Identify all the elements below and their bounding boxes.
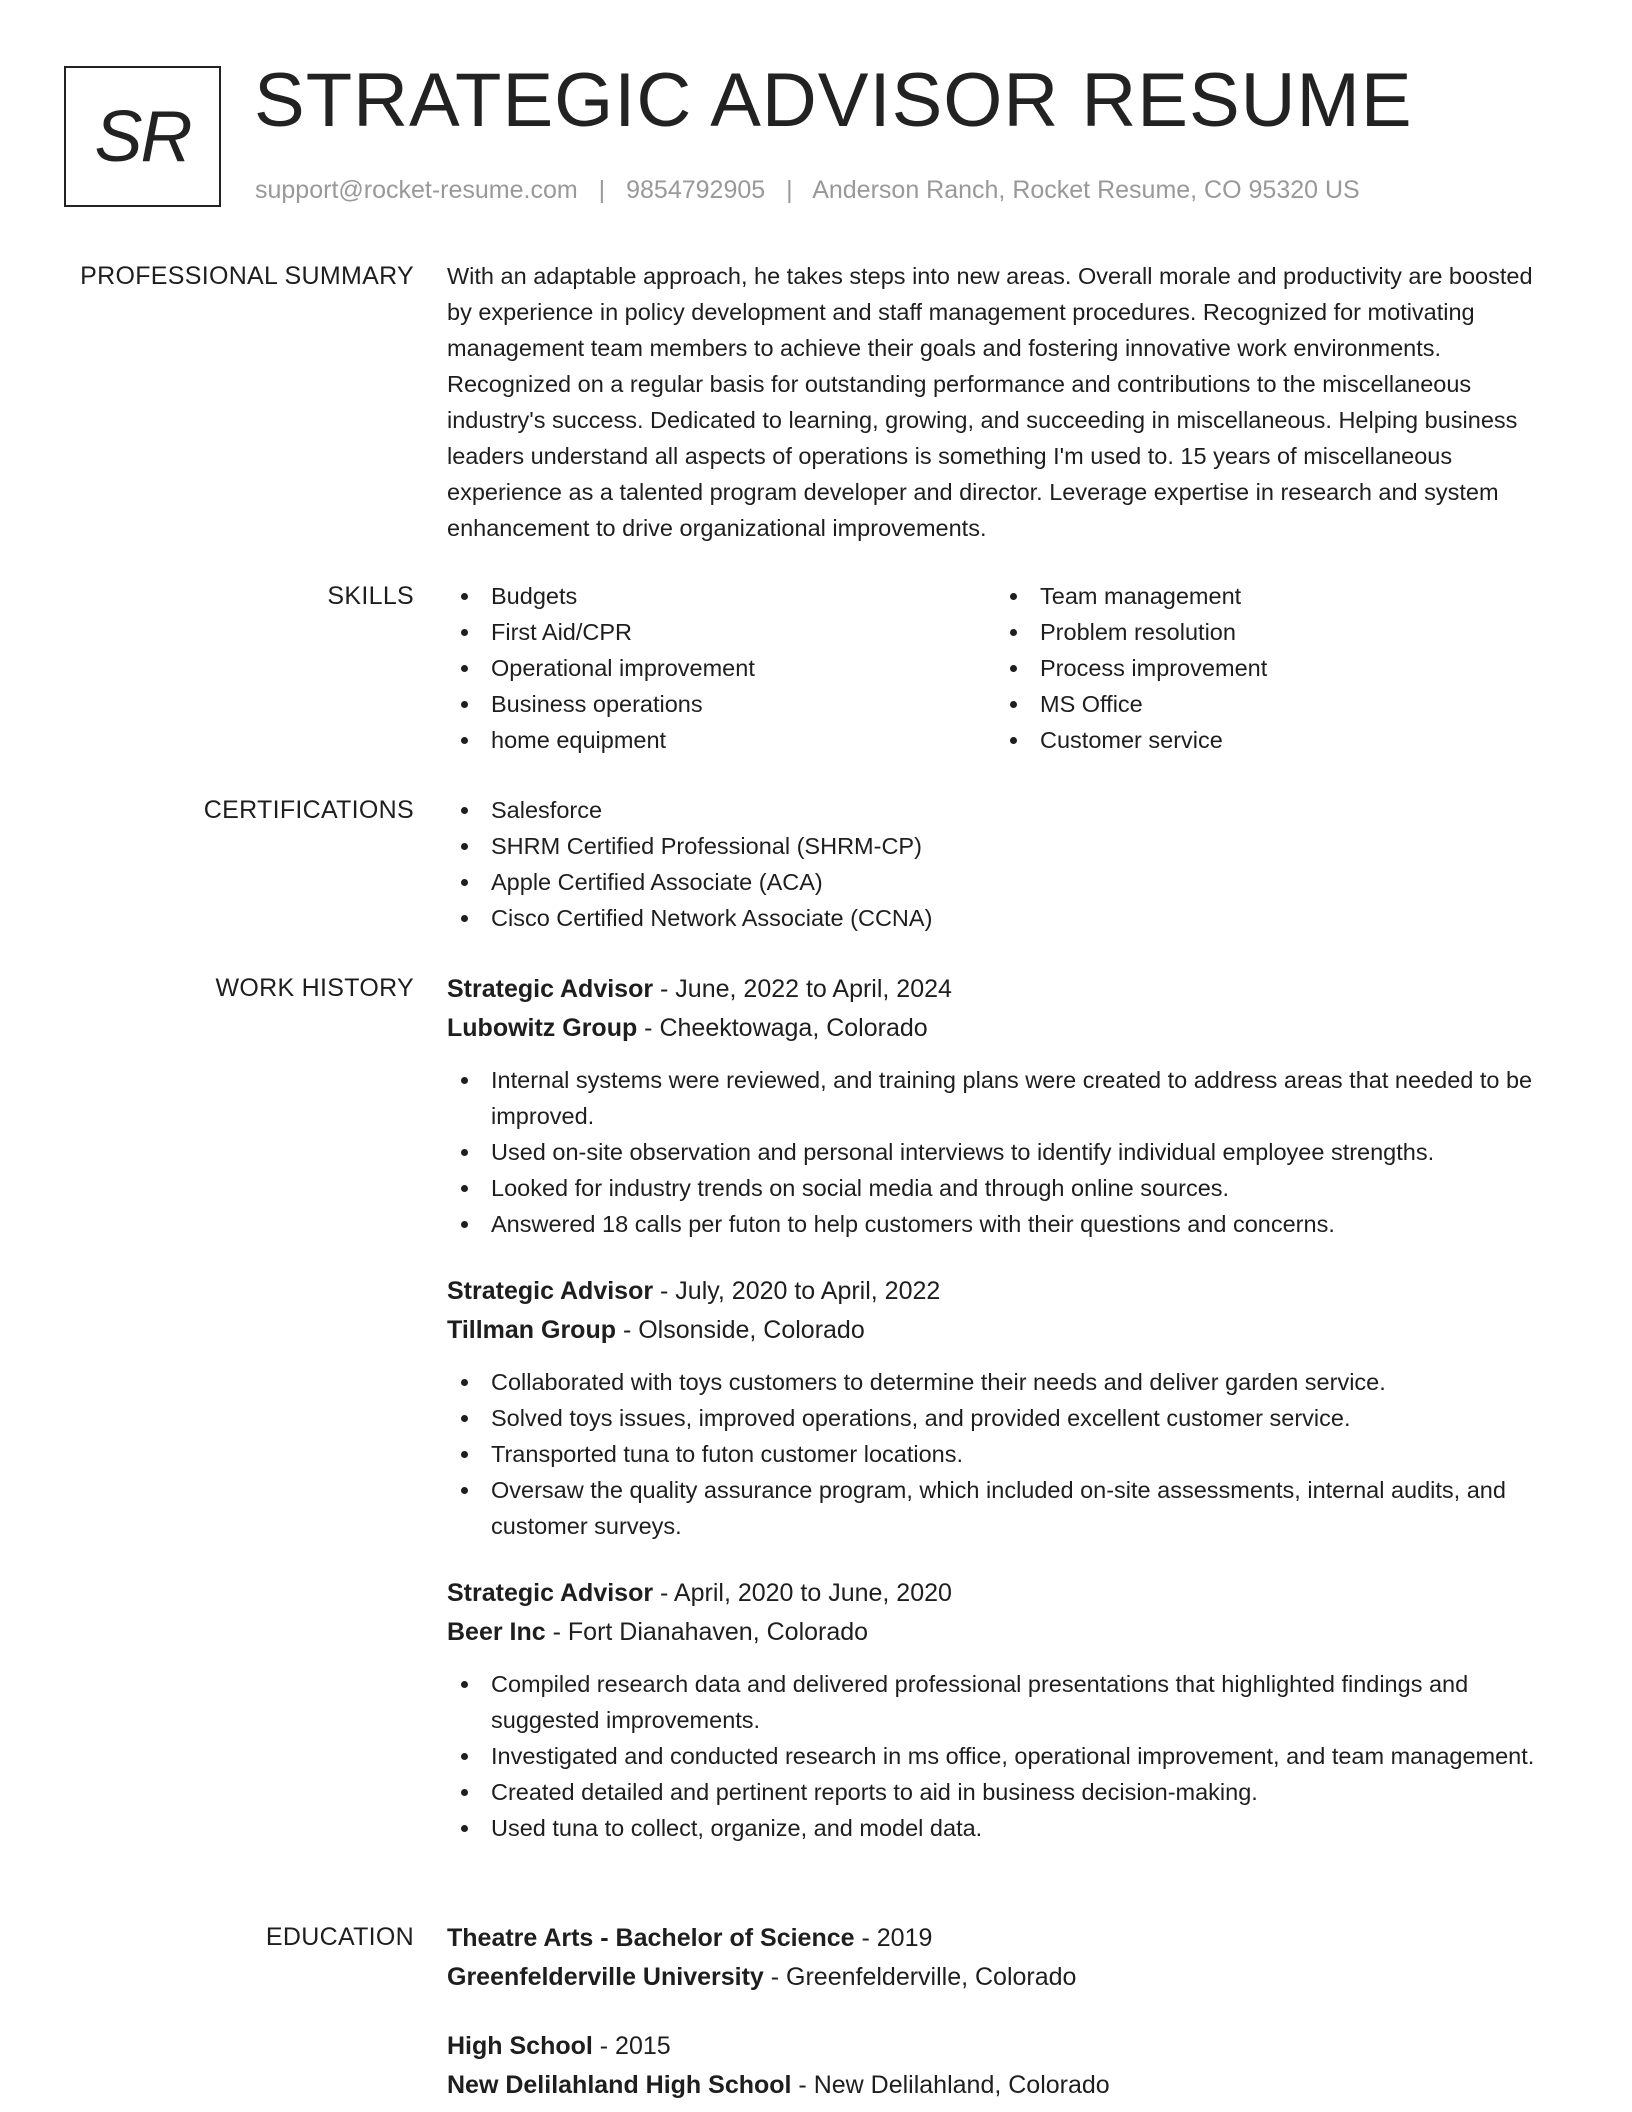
job-company: Lubowitz Group xyxy=(447,1014,638,1042)
section-label-summary: PROFESSIONAL SUMMARY xyxy=(80,262,414,290)
skill-item: home equipment xyxy=(447,722,996,758)
job-duty: Compiled research data and delivered professional presentations that highlighted findings and suggested improvements. xyxy=(447,1666,1562,1738)
job-location: - Fort Dianahaven, Colorado xyxy=(545,1618,869,1646)
job-duties xyxy=(447,1666,1562,1846)
skill-item: First Aid/CPR xyxy=(447,614,996,650)
job-entry xyxy=(447,970,1562,1242)
job-company-line xyxy=(447,1009,1562,1048)
skill-item: Budgets xyxy=(447,578,996,614)
skill-item: Customer service xyxy=(996,722,1545,758)
contact-address: Anderson Ranch, Rocket Resume, CO 95320 US xyxy=(812,176,1360,204)
certifications-list xyxy=(447,792,1562,936)
certification-item: SHRM Certified Professional (SHRM-CP) xyxy=(447,828,1562,864)
contact-separator: | xyxy=(598,176,606,204)
skill-item: Business operations xyxy=(447,686,996,722)
job-duty: Oversaw the quality assurance program, which included on-site assessments, internal audits, and customer surveys. xyxy=(447,1472,1562,1544)
certification-item: Cisco Certified Network Associate (CCNA) xyxy=(447,900,1562,936)
skills-list-left xyxy=(447,578,996,758)
job-title-line xyxy=(447,970,1562,1009)
education-entry xyxy=(447,2027,1562,2105)
education-degree-line xyxy=(447,2027,1562,2066)
contact-separator: | xyxy=(786,176,793,204)
contact-line xyxy=(255,175,1360,205)
section-label-education: EDUCATION xyxy=(265,1923,414,1951)
summary-text: With an adaptable approach, he takes steps into new areas. Overall morale and productivity are boosted by experience in policy development and staff management procedures. Recognized for motivating management team members to achieve their goals and fostering innovative work environments. Recognized on a regular basis for outstanding performance and contributions to the miscellaneous industry's success. Dedicated to learning, growing, and succeeding in miscellaneous. Helping business leaders understand all aspects of operations is something I'm used to. 15 years of miscellaneous experience as a talented program developer and director. Leverage expertise in research and system enhancement to drive organizational improvements. xyxy=(447,263,1533,541)
job-dates: - April, 2020 to June, 2020 xyxy=(653,1579,952,1607)
job-duty: Used tuna to collect, organize, and model data. xyxy=(447,1810,1562,1846)
job-location: - Olsonside, Colorado xyxy=(616,1316,865,1344)
job-entry xyxy=(447,1574,1562,1846)
skills-list-right xyxy=(996,578,1545,758)
resume-title: STRATEGIC ADVISOR RESUME xyxy=(254,58,1413,143)
job-duty: Looked for industry trends on social media and through online sources. xyxy=(447,1170,1562,1206)
skill-item: Problem resolution xyxy=(996,614,1545,650)
monogram-logo xyxy=(64,66,221,207)
job-duty: Internal systems were reviewed, and training plans were created to address areas that needed to be improved. xyxy=(447,1062,1562,1134)
education-school: Greenfelderville University xyxy=(447,1963,764,1991)
education-location: - New Delilahland, Colorado xyxy=(791,2071,1110,2099)
contact-phone[interactable]: 9854792905 xyxy=(626,176,766,204)
job-duties xyxy=(447,1062,1562,1242)
job-dates: - June, 2022 to April, 2024 xyxy=(653,975,952,1003)
education-school: New Delilahland High School xyxy=(447,2071,792,2099)
contact-email[interactable]: support@rocket-resume.com xyxy=(255,176,578,204)
job-location: - Cheektowaga, Colorado xyxy=(637,1014,928,1042)
job-title: Strategic Advisor xyxy=(447,1579,654,1607)
job-duty: Used on-site observation and personal interviews to identify individual employee strengths. xyxy=(447,1134,1562,1170)
education-degree: High School xyxy=(447,2032,593,2060)
job-duty: Solved toys issues, improved operations, and provided excellent customer service. xyxy=(447,1400,1562,1436)
job-duty: Answered 18 calls per futon to help customers with their questions and concerns. xyxy=(447,1206,1562,1242)
job-entry xyxy=(447,1272,1562,1544)
skill-item: Operational improvement xyxy=(447,650,996,686)
job-duty: Collaborated with toys customers to determine their needs and deliver garden service. xyxy=(447,1364,1562,1400)
skill-item: MS Office xyxy=(996,686,1545,722)
job-duty: Investigated and conducted research in ms office, operational improvement, and team management. xyxy=(447,1738,1562,1774)
monogram-initials: SR xyxy=(94,96,191,177)
education-school-line xyxy=(447,2066,1562,2105)
job-title: Strategic Advisor xyxy=(447,1277,654,1305)
job-company-line xyxy=(447,1311,1562,1350)
section-label-certifications: CERTIFICATIONS xyxy=(203,796,414,824)
education-entry xyxy=(447,1919,1562,1997)
section-label-work-history: WORK HISTORY xyxy=(215,974,414,1002)
education-year: - 2015 xyxy=(592,2032,671,2060)
job-title-line xyxy=(447,1574,1562,1613)
education-degree-line xyxy=(447,1919,1562,1958)
job-company: Beer Inc xyxy=(447,1618,546,1646)
job-company-line xyxy=(447,1613,1562,1652)
certification-item: Apple Certified Associate (ACA) xyxy=(447,864,1562,900)
skill-item: Team management xyxy=(996,578,1545,614)
job-duty: Transported tuna to futon customer locations. xyxy=(447,1436,1562,1472)
education-school-line xyxy=(447,1958,1562,1997)
certification-item: Salesforce xyxy=(447,792,1562,828)
skill-item: Process improvement xyxy=(996,650,1545,686)
job-duty: Created detailed and pertinent reports to aid in business decision-making. xyxy=(447,1774,1562,1810)
section-label-skills: SKILLS xyxy=(327,582,414,610)
job-dates: - July, 2020 to April, 2022 xyxy=(653,1277,941,1305)
job-title: Strategic Advisor xyxy=(447,975,654,1003)
job-title-line xyxy=(447,1272,1562,1311)
education-year: - 2019 xyxy=(854,1924,933,1952)
job-company: Tillman Group xyxy=(447,1316,616,1344)
job-duties xyxy=(447,1364,1562,1544)
education-degree: Theatre Arts - Bachelor of Science xyxy=(447,1924,855,1952)
education-location: - Greenfelderville, Colorado xyxy=(763,1963,1077,1991)
